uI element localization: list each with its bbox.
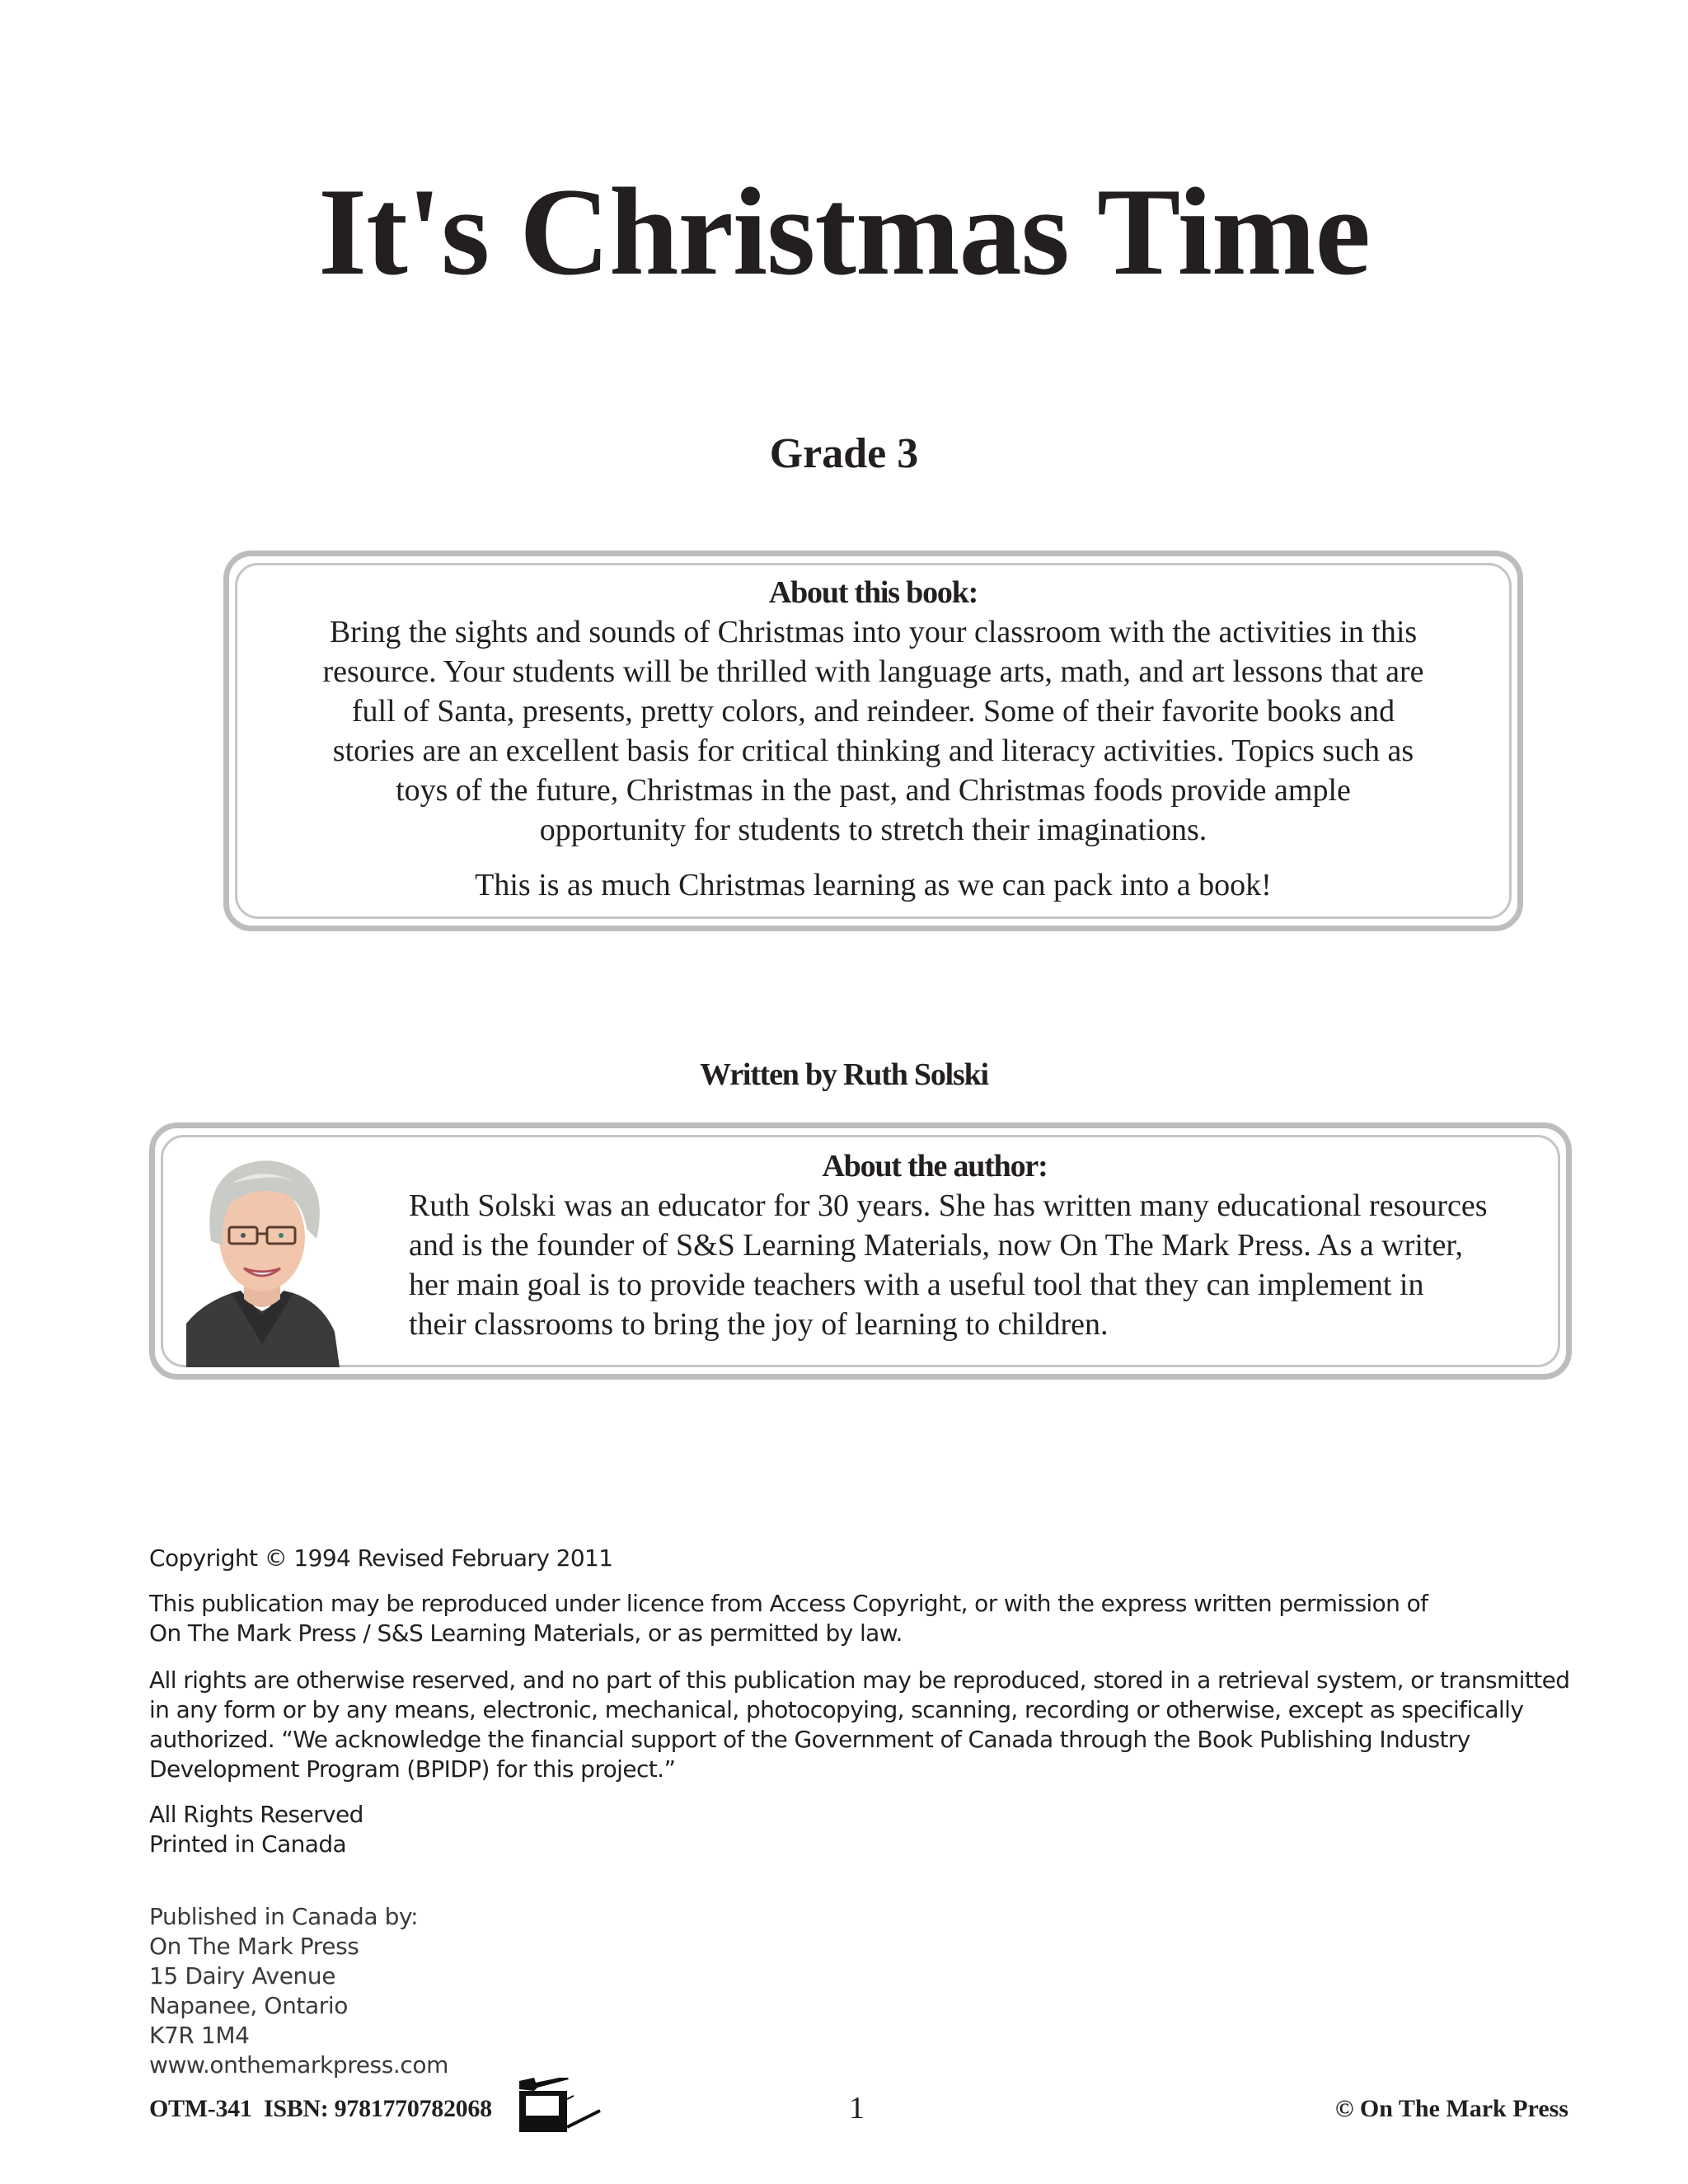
about-author-bio xyxy=(409,1186,1488,1344)
grade-level: Grade 3 xyxy=(769,430,919,477)
author-credit: Written by Ruth Solski xyxy=(700,1057,988,1092)
text-line: their classrooms to bring the joy of learning to children. xyxy=(409,1307,1109,1342)
publisher-address xyxy=(149,1902,448,2080)
text-line: Bring the sights and sounds of Christmas into your classroom with the activities in this xyxy=(329,615,1418,649)
rights-statement xyxy=(149,1666,1569,1784)
about-author-box xyxy=(149,1122,1572,1380)
street-address: 15 Dairy Avenue xyxy=(149,1962,336,1990)
about-book-tagline: This is as much Christmas learning as we can pack into a book! xyxy=(475,868,1272,902)
text-line: stories are an excellent basis for critical thinking and literacy activities. Topics such as xyxy=(332,733,1414,768)
text-line: full of Santa, presents, pretty colors, and reindeer. Some of their favorite books and xyxy=(351,694,1395,729)
publisher-name: On The Mark Press xyxy=(149,1933,359,1960)
about-book-heading: About this book: xyxy=(768,575,978,610)
website-link[interactable]: www.onthemarkpress.com xyxy=(149,2051,448,2079)
text-line: All rights are otherwise reserved, and no part of this publication may be reproduced, stored in a retrieval system, or transmitted xyxy=(149,1666,1570,1694)
text-line: Printed in Canada xyxy=(149,1830,347,1858)
text-line: authorized. “We acknowledge the financial support of the Government of Canada through the Book Publishing Industry xyxy=(149,1726,1470,1753)
photocopier-icon xyxy=(518,2078,608,2132)
text-line: On The Mark Press / S&S Learning Materials, or as permitted by law. xyxy=(149,1619,903,1647)
rights-reserved xyxy=(149,1800,363,1859)
city-province: Napanee, Ontario xyxy=(149,1992,348,2019)
publisher-copyright: © On The Mark Press xyxy=(1335,2095,1568,2122)
text-line: Development Program (BPIDP) for this project.” xyxy=(149,1755,676,1783)
about-author-heading: About the author: xyxy=(822,1149,1048,1183)
text-line: her main goal is to provide teachers with a useful tool that they can implement in xyxy=(409,1268,1424,1302)
document-title: It's Christmas Time xyxy=(318,162,1370,301)
text-line: Copyright © 1994 Revised February 2011 xyxy=(149,1544,613,1572)
page-number: 1 xyxy=(849,2091,865,2125)
text-line: Ruth Solski was an educator for 30 years. She has written many educational resources xyxy=(409,1188,1488,1223)
copyright-notice xyxy=(149,1544,612,1573)
text-line: toys of the future, Christmas in the past, and Christmas foods provide ample xyxy=(396,773,1351,808)
about-book-box xyxy=(223,551,1523,931)
about-book-description xyxy=(229,612,1517,850)
text-line: All Rights Reserved xyxy=(149,1801,363,1828)
text-line: and is the founder of S&S Learning Materials, now On The Mark Press. As a writer, xyxy=(409,1228,1463,1263)
licence-statement xyxy=(149,1589,1428,1648)
product-code-isbn: OTM-341 ISBN: 9781770782068 xyxy=(149,2095,492,2122)
text-line: in any form or by any means, electronic, mechanical, photocopying, scanning, recording or otherwise, except as specifically xyxy=(149,1696,1524,1723)
text-line: resource. Your students will be thrilled with language arts, math, and art lessons that are xyxy=(322,654,1424,689)
text-line: opportunity for students to stretch their imaginations. xyxy=(539,813,1207,847)
postal-code: K7R 1M4 xyxy=(149,2022,250,2049)
text-line: This publication may be reproduced under licence from Access Copyright, or with the express written permission of xyxy=(149,1590,1428,1617)
text-line: Published in Canada by: xyxy=(149,1903,419,1930)
